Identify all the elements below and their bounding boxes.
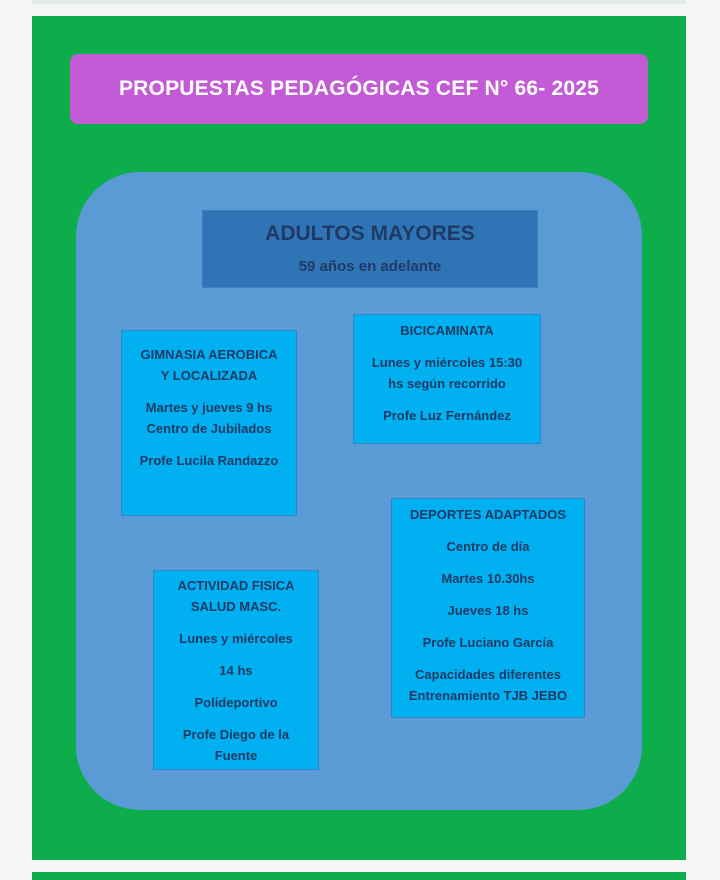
activity-note: Capacidades diferentes: [415, 667, 561, 682]
activity-teacher: Profe Diego de la: [182, 727, 290, 742]
section-subtitle: 59 años en adelante: [298, 258, 442, 275]
title-banner: [70, 54, 648, 124]
activity-gimnasia: [121, 330, 297, 516]
activity-note: Entrenamiento TJB JEBO: [408, 688, 568, 703]
activity-teacher: Profe Lucila Randazzo: [139, 453, 279, 468]
activity-days: Lunes y miércoles: [179, 631, 293, 646]
activity-teacher: Profe Luciano García: [422, 635, 554, 650]
activity-actividad-fisica: [153, 570, 319, 770]
activity-time: 14 hs: [219, 663, 253, 678]
activity-schedule: Lunes y miércoles 15:30: [371, 355, 523, 370]
page-title: PROPUESTAS PEDAGÓGICAS CEF N° 66- 2025: [118, 77, 600, 100]
activity-place: Centro de día: [446, 539, 530, 554]
activity-schedule: Martes 10.30hs: [441, 571, 535, 586]
activity-title: BICICAMINATA: [400, 323, 494, 338]
activity-place: Polideportivo: [194, 695, 278, 710]
activity-schedule: Jueves 18 hs: [447, 603, 529, 618]
activity-title: DEPORTES ADAPTADOS: [409, 507, 566, 522]
section-title: ADULTOS MAYORES: [265, 222, 475, 245]
activity-deportes-adaptados: [391, 498, 585, 718]
activity-schedule: hs según recorrido: [388, 376, 506, 391]
activity-title-line: GIMNASIA AEROBICA: [140, 347, 278, 362]
activity-place: Centro de Jubilados: [146, 421, 272, 436]
activity-bicicaminata: [353, 314, 541, 444]
bottom-divider: [32, 872, 686, 880]
activity-title-line: Y LOCALIZADA: [160, 368, 258, 383]
activity-teacher: Profe Luz Fernández: [383, 408, 511, 423]
activity-title-line: ACTIVIDAD FISICA: [177, 578, 295, 593]
top-divider: [32, 0, 686, 4]
activity-teacher: Fuente: [214, 748, 258, 763]
activity-title-line: SALUD MASC.: [190, 599, 282, 614]
section-header: [202, 210, 538, 288]
activity-schedule: Martes y jueves 9 hs: [145, 400, 273, 415]
